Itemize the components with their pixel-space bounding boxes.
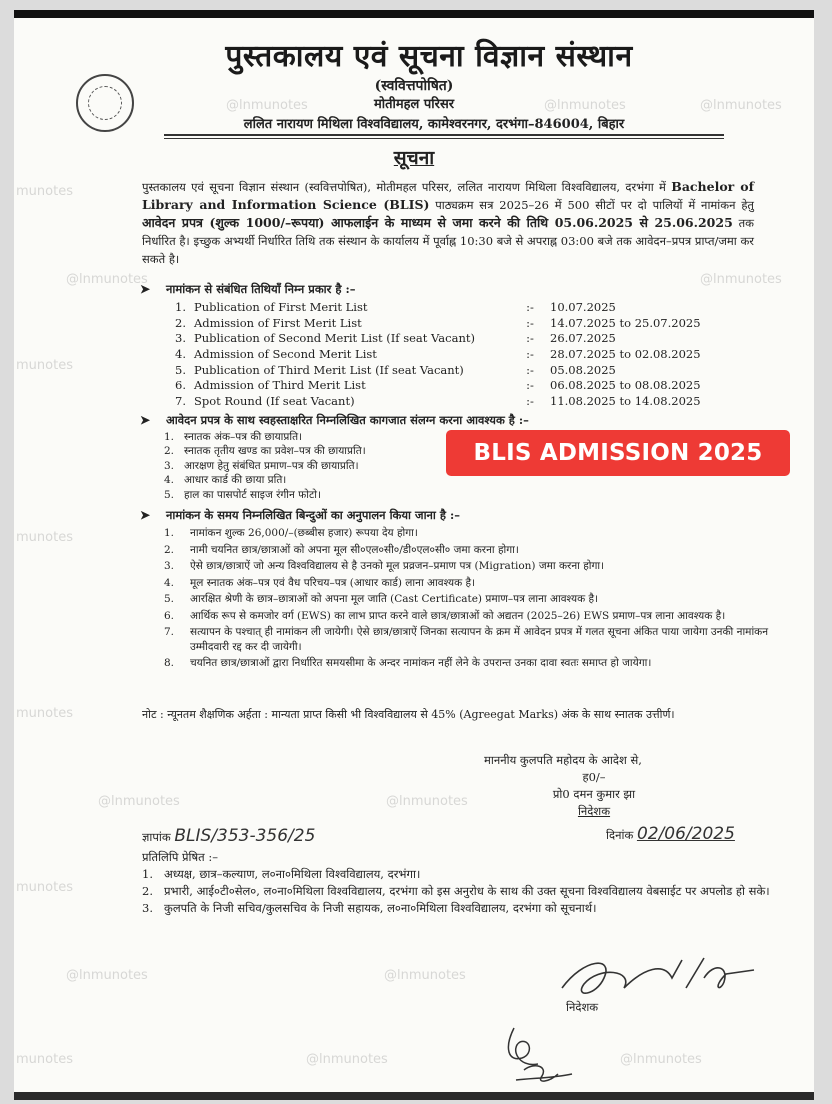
watermark: @lnmunotes xyxy=(384,968,466,983)
item-number: 4. xyxy=(164,576,175,589)
row-separator: :- xyxy=(526,331,534,346)
item-number: 7. xyxy=(164,626,175,638)
dates-heading xyxy=(140,282,355,297)
row-separator: :- xyxy=(526,315,534,330)
item-text: स्नातक तृतीय खण्ड का प्रवेश–पत्र की छायाप्रति। xyxy=(184,445,366,458)
header-divider xyxy=(164,134,724,136)
row-number: 1. xyxy=(175,300,186,315)
row-date: 14.07.2025 to 25.07.2025 xyxy=(550,315,701,330)
row-separator: :- xyxy=(526,347,534,362)
table-row xyxy=(164,394,752,410)
watermark: munotes xyxy=(16,184,73,199)
date-value: 02/06/2025 xyxy=(636,824,735,844)
item-text: अध्यक्ष, छात्र–कल्याण, ल०ना०मिथिला विश्वविद्यालय, दरभंगा। xyxy=(164,867,421,881)
instructions-heading-text: नामांकन के समय निम्नलिखित बिन्दुओं का अनुपालन किया जाना है :– xyxy=(166,508,461,522)
row-number: 6. xyxy=(175,378,186,393)
director-signature-icon xyxy=(554,948,764,1008)
letter-number-label: ज्ञापांक xyxy=(142,830,171,844)
date-label: दिनांक xyxy=(606,828,634,842)
item-text: आधार कार्ड की छाया प्रति। xyxy=(184,474,287,487)
item-text: आरक्षित श्रेणी के छात्र–छात्राओं को अपना मूल जाति (Cast Certificate) प्रमाण–पत्र लाना आवश्यक है। xyxy=(190,593,599,605)
row-label: Admission of Second Merit List xyxy=(194,347,377,362)
list-item xyxy=(164,526,776,541)
initials-signature-icon xyxy=(494,1018,584,1092)
list-item xyxy=(164,444,366,458)
list-item xyxy=(164,459,366,473)
list-item xyxy=(164,576,776,591)
watermark: @lnmunotes xyxy=(700,272,782,287)
eligibility-note: नोट : न्यूनतम शैक्षणिक अर्हता : मान्यता प्राप्त किसी भी विश्वविद्यालय से 45% (Agreegat Marks) अंक के साथ स्नातक उत्तीर्ण। xyxy=(142,708,675,721)
table-row xyxy=(164,316,752,332)
list-item xyxy=(164,656,776,671)
list-item xyxy=(164,609,776,624)
watermark: munotes xyxy=(16,358,73,373)
row-label: Spot Round (If seat Vacant) xyxy=(194,393,355,408)
row-date: 10.07.2025 xyxy=(550,300,616,315)
row-label: Publication of Second Merit List (If seat Vacant) xyxy=(194,331,475,346)
item-number: 2. xyxy=(164,543,175,556)
row-label: Admission of Third Merit List xyxy=(194,378,366,393)
intro-paragraph xyxy=(142,178,754,268)
watermark: @lnmunotes xyxy=(306,1052,388,1067)
item-text: चयनित छात्र/छात्राओं द्वारा निर्धारित समयसीमा के अन्दर नामांकन नहीं लेने के उपरान्त उनका दावा स्वतः समाप्त हो जायेगा। xyxy=(190,657,652,669)
row-number: 5. xyxy=(175,362,186,377)
row-label: Publication of First Merit List xyxy=(194,300,368,315)
row-separator: :- xyxy=(526,393,534,408)
list-item xyxy=(164,559,776,574)
item-text: सत्यापन के पश्चात् ही नामांकन ली जायेगी। ऐसे छात्र/छात्राऐं जिनका सत्यापन के क्रम में आवेदन प्रपत्र में गलत सूचना अंकित पाया जायेगा उनकी नामांकन उम्मीदवारी रद्द कर दी जायेगी। xyxy=(190,626,769,653)
list-item xyxy=(164,473,366,487)
list-item xyxy=(164,625,776,654)
self-financed-label: (स्ववित्तपोषित) xyxy=(374,78,454,94)
item-text: हाल का पासपोर्ट साइज रंगीन फोटो। xyxy=(184,488,321,501)
blis-admission-badge: BLIS ADMISSION 2025 xyxy=(446,430,790,476)
item-text: नामी चयनित छात्र/छात्राओं को अपना मूल सी०एल०सी०/डी०एल०सी० जमा करना होगा। xyxy=(190,543,519,556)
watermark: @lnmunotes xyxy=(98,794,180,809)
list-item xyxy=(142,883,772,899)
watermark: munotes xyxy=(16,530,73,545)
bottom-border xyxy=(14,1092,814,1100)
sd-line: ह0/– xyxy=(582,770,606,784)
table-row xyxy=(164,300,752,316)
course-name: Bachelor of Library and Information Science (BLIS) xyxy=(142,179,754,212)
item-number: 5. xyxy=(164,593,175,605)
director-designation: निदेशक xyxy=(577,804,611,818)
fee-and-dates: आवेदन प्रपत्र (शुल्क 1000/–रूपया) आफलाईन के माध्यम से जमा करने की तिथि 05.06.2025 से 25.06.2025 xyxy=(142,215,733,230)
row-number: 2. xyxy=(175,315,186,330)
campus-label: मोतीमहल परिसर xyxy=(373,97,455,112)
documents-heading-text: आवेदन प्रपत्र के साथ स्वहस्ताक्षरित निम्नलिखित कागजात संलग्न करना आवश्यक है :– xyxy=(166,413,529,427)
row-date: 28.07.2025 to 02.08.2025 xyxy=(550,347,701,362)
item-number: 4. xyxy=(164,474,175,487)
university-address: ललित नारायण मिथिला विश्वविद्यालय, कामेश्वरनगर, दरभंगा–846004, बिहार xyxy=(243,117,625,132)
item-text: आरक्षण हेतु संबंधित प्रमाण–पत्र की छायाप्रति। xyxy=(184,459,359,472)
watermark: @lnmunotes xyxy=(66,968,148,983)
intro-part-2: पाठ्यक्रम सत्र 2025–26 में 500 सीटों पर दो पालियों में नामांकन हेतु xyxy=(429,198,754,212)
row-date: 26.07.2025 xyxy=(550,331,616,346)
schedule-table xyxy=(164,300,752,409)
row-number: 3. xyxy=(175,331,186,346)
signature-block xyxy=(484,752,754,820)
arrow-icon: ➤ xyxy=(140,282,151,296)
row-separator: :- xyxy=(526,378,534,393)
instructions-heading xyxy=(140,508,460,523)
director-label: निदेशक xyxy=(566,1000,599,1014)
item-text: मूल स्नातक अंक–पत्र एवं वैध परिचय–पत्र (आधार कार्ड) लाना आवश्यक है। xyxy=(190,576,476,589)
table-row xyxy=(164,331,752,347)
item-number: 8. xyxy=(164,657,175,669)
list-item xyxy=(164,543,776,558)
item-text: ऐसे छात्र/छात्राऐं जो अन्य विश्वविद्यालय से है उनको मूल प्रव्रजन–प्रमाण पत्र (Migration) जमा करना होगा। xyxy=(190,560,605,572)
row-date: 06.08.2025 to 08.08.2025 xyxy=(550,378,701,393)
watermark: munotes xyxy=(16,1052,73,1067)
watermark: @lnmunotes xyxy=(544,98,626,113)
item-text: नामांकन शुल्क 26,000/–(छब्बीस हजार) रूपया देय होगा। xyxy=(190,527,418,539)
list-item xyxy=(164,592,776,607)
item-number: 1. xyxy=(164,431,175,443)
watermark: @lnmunotes xyxy=(620,1052,702,1067)
arrow-icon: ➤ xyxy=(140,508,151,522)
letter-number-value: BLIS/353-356/25 xyxy=(174,826,316,846)
watermark: @lnmunotes xyxy=(226,98,308,113)
item-number: 3. xyxy=(164,560,175,572)
item-number: 1. xyxy=(164,527,175,539)
watermark: @lnmunotes xyxy=(700,98,782,113)
row-date: 05.08.2025 xyxy=(550,362,616,377)
item-text: प्रभारी, आई०टी०सेल०, ल०ना०मिथिला विश्वविद्यालय, दरभंगा को इस अनुरोध के साथ की उक्त सूचना विश्वविद्यालय वेबसाईट पर अपलोड हो सके। xyxy=(164,884,770,898)
row-date: 11.08.2025 to 14.08.2025 xyxy=(550,393,701,408)
item-number: 2. xyxy=(164,445,175,458)
table-row xyxy=(164,362,752,378)
arrow-icon: ➤ xyxy=(140,413,151,427)
table-row xyxy=(164,347,752,363)
item-number: 3. xyxy=(164,459,175,472)
row-label: Admission of First Merit List xyxy=(194,315,362,330)
table-row xyxy=(164,378,752,394)
dates-heading-text: नामांकन से संबंधित तिथियाँ निम्न प्रकार है :– xyxy=(166,282,356,296)
notice-page xyxy=(14,10,814,1100)
notice-title: सूचना xyxy=(393,147,435,169)
item-number: 1. xyxy=(142,867,153,881)
watermark: munotes xyxy=(16,706,73,721)
item-text: कुलपति के निजी सचिव/कुलसचिव के निजी सहायक, ल०ना०मिथिला विश्वविद्यालय, दरभंगा को सूचनार्थ। xyxy=(164,901,597,915)
documents-heading xyxy=(140,413,529,428)
item-number: 5. xyxy=(164,488,175,501)
list-item xyxy=(164,488,366,502)
intro-part-1: पुस्तकालय एवं सूचना विज्ञान संस्थान (स्ववित्तपोषित), मोतीमहल परिसर, ललित नारायण मिथिला विश्वविद्यालय, दरभंगा में xyxy=(142,180,672,194)
row-separator: :- xyxy=(526,300,534,315)
intro-part-3: तक निर्धारित है। इच्छुक अभ्यर्थी निर्धारित तिथि तक संस्थान के कार्यालय में पूर्वाह्न 10:30 बजे से अपराह्न 03:00 बजे तक आवेदन–प्रपत्र प्राप्त/जमा कर सकते है। xyxy=(142,216,755,266)
row-number: 4. xyxy=(175,347,186,362)
watermark: @lnmunotes xyxy=(386,794,468,809)
item-text: आर्थिक रूप से कमजोर वर्ग (EWS) का लाभ प्राप्त करने वाले छात्र/छात्राओं को अद्यतन (2025–26) EWS प्रमाण–पत्र लाना आवश्यक है। xyxy=(190,609,726,622)
list-item xyxy=(164,430,366,444)
copy-list xyxy=(142,866,772,917)
row-separator: :- xyxy=(526,362,534,377)
documents-list xyxy=(164,430,366,502)
director-name: प्रो0 दमन कुमार झा xyxy=(552,787,636,801)
row-number: 7. xyxy=(175,393,186,408)
header-divider-thin xyxy=(164,138,724,139)
item-text: स्नातक अंक–पत्र की छायाप्रति। xyxy=(184,431,303,443)
watermark: @lnmunotes xyxy=(66,272,148,287)
item-number: 6. xyxy=(164,609,175,622)
letter-number xyxy=(142,826,315,846)
letter-date xyxy=(606,824,735,844)
item-number: 3. xyxy=(142,901,153,915)
list-item xyxy=(142,866,772,882)
institute-title: पुस्तकालय एवं सूचना विज्ञान संस्थान xyxy=(225,39,633,74)
copy-heading: प्रतिलिपि प्रेषित :– xyxy=(142,850,219,864)
order-line: माननीय कुलपति महोदय के आदेश से, xyxy=(484,753,642,767)
list-item xyxy=(142,900,772,916)
instructions-list xyxy=(164,526,776,673)
item-number: 2. xyxy=(142,884,153,898)
row-label: Publication of Third Merit List (If seat Vacant) xyxy=(194,362,464,377)
watermark: munotes xyxy=(16,880,73,895)
